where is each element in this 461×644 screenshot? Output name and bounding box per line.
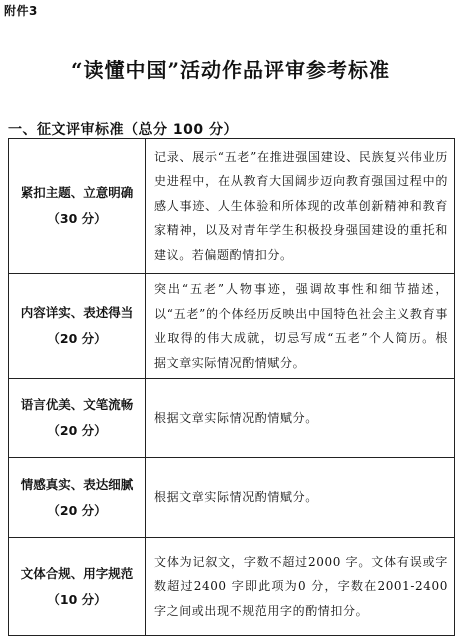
criterion-label-cell — [9, 274, 146, 379]
page-title: “读懂中国”活动作品评审参考标准 — [70, 58, 390, 82]
table-row — [9, 458, 455, 538]
criterion-label-cell — [9, 379, 146, 458]
criterion-name: 文体合规、用字规范 — [20, 565, 134, 581]
criterion-score: （20 分） — [47, 331, 107, 346]
table-row — [9, 538, 455, 636]
section-heading: 一、征文评审标准（总分 100 分） — [8, 122, 238, 138]
criterion-name: 情感真实、表达细腻 — [20, 476, 134, 492]
table-row — [9, 139, 455, 274]
criterion-description: 根据文章实际情况酌情赋分。 — [146, 458, 455, 538]
criterion-score: （20 分） — [47, 423, 107, 438]
criterion-score: （20 分） — [47, 502, 107, 518]
criterion-name: 紧扣主题、立意明确 — [20, 185, 134, 200]
table-row — [9, 379, 455, 458]
criterion-label-cell — [9, 458, 146, 538]
criteria-table — [8, 138, 455, 636]
criterion-label-cell — [9, 538, 146, 636]
criterion-description: 突出“五老”人物事迹，强调故事性和细节描述，以“五老”的个体经历反映出中国特色社会主义教育事 业取得的伟大成就，切忌写成“五老”个人简历。根 据文章实际情况酌情赋分。 — [146, 274, 455, 379]
table-row — [9, 274, 455, 379]
criterion-score: （30 分） — [47, 211, 107, 226]
criterion-description: 文体为记叙文，字数不超过2000 字。文体有误或字数超过2400 字即此项为0 分，字数在2001-2400 字之间或出现不规范用字的酌情扣分。 — [146, 538, 455, 636]
criterion-description: 记录、展示“五老”在推进强国建设、民族复兴伟业历史进程中，在从教育大国阔步迈向教育强国过程中的感人事迹、人生体验和所体现的改革创新精神和教育家精神，以及对青年学生积极投身强国建设的重托和建议。若偏题酌情扣分。 — [146, 139, 455, 274]
criterion-name: 语言优美、文笔流畅 — [20, 397, 134, 412]
attachment-label: 附件3 — [4, 4, 38, 18]
criterion-label-cell — [9, 139, 146, 274]
criterion-name: 内容详实、表述得当 — [20, 305, 134, 320]
criterion-description: 根据文章实际情况酌情赋分。 — [146, 379, 455, 458]
criterion-score: （10 分） — [47, 591, 107, 607]
